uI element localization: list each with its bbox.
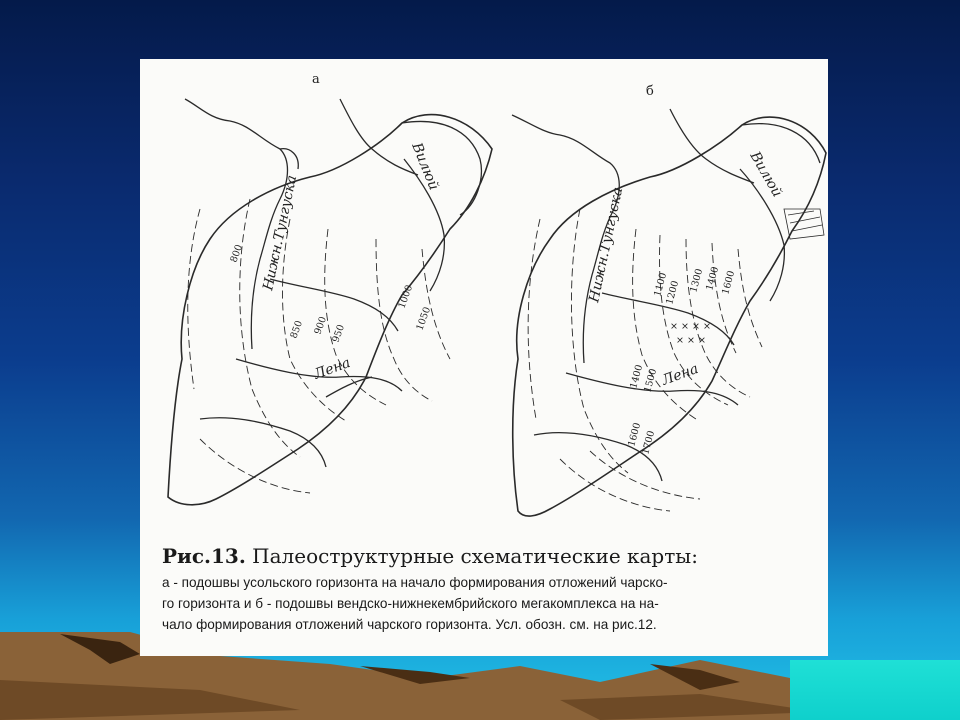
map-b-river-lena: Лена: [659, 360, 701, 389]
paleostructure-maps: [140, 59, 828, 589]
map-a-iso-850: 850: [288, 319, 306, 341]
figure-caption: [162, 543, 817, 635]
map-b-iso-1600: 1600: [626, 421, 644, 448]
map-b-iso-1100: 1100: [652, 271, 670, 298]
map-a-iso-800: 800: [228, 243, 246, 265]
caption-title-text: Палеоструктурные схематические карты:: [252, 544, 698, 568]
map-a-iso-900: 900: [312, 315, 330, 337]
map-a-river-lena: Лена: [311, 354, 353, 383]
caption-line-2: го горизонта и б - подошвы вендско-нижнекембрийского мегакомплекса на на-: [162, 596, 659, 611]
map-b: [512, 84, 826, 516]
map-b-crosses: × × × ×: [670, 321, 711, 332]
map-b-iso-1200: 1200: [664, 279, 682, 306]
map-b-iso-1400: 1400: [628, 363, 646, 390]
map-a: [168, 72, 492, 505]
caption-title: [162, 543, 817, 569]
map-b-letter: б: [646, 84, 654, 99]
map-b-river-vilyuy: Вилюй: [746, 149, 786, 200]
map-b-iso-1500: 1500: [642, 367, 660, 394]
map-a-river-tunguska: Нижн.Тунгуска: [260, 173, 301, 292]
svg-text:× × ×: × × ×: [676, 335, 706, 346]
map-b-river-tunguska: Нижн.Тунгуска: [586, 185, 627, 304]
caption-line-1: а - подошвы усольского горизонта на начало формирования отложений чарско-: [162, 575, 668, 590]
caption-line-3: чало формирования отложений чарского горизонта. Усл. обозн. см. на рис.12.: [162, 617, 657, 632]
map-a-river-vilyuy: Вилюй: [408, 140, 442, 193]
map-b-iso-1600-top: 1600: [720, 269, 738, 296]
caption-body: [162, 572, 817, 635]
map-a-iso-950: 950: [330, 323, 348, 345]
map-b-iso-1300: 1300: [688, 267, 706, 294]
map-a-iso-1000: 1000: [396, 283, 416, 311]
teal-accent-box: [790, 660, 960, 720]
figure-panel: [140, 59, 828, 656]
map-b-iso-1400-top: 1400: [704, 265, 722, 292]
map-a-letter: а: [312, 72, 320, 87]
map-b-iso-1700: 1700: [640, 429, 658, 456]
caption-label: Рис.13.: [162, 544, 246, 568]
map-a-iso-1050: 1050: [414, 305, 434, 333]
